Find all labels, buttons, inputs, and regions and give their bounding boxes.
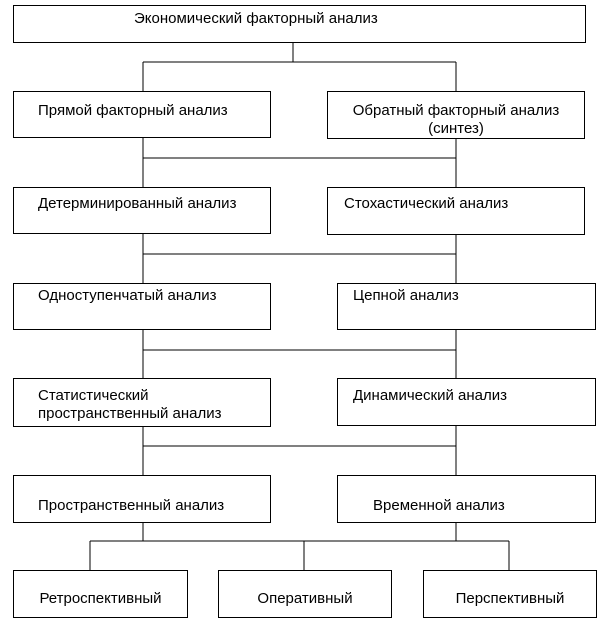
box-temporal-analysis-label: Временной анализ (373, 497, 505, 514)
box-operational-label: Оперативный (257, 590, 353, 607)
box-operational (218, 570, 392, 618)
box-statistical-spatial-analysis (13, 378, 271, 427)
box-root-label: Экономический факторный анализ (134, 10, 378, 27)
box-temporal-analysis (337, 475, 596, 523)
box-retrospective-label: Ретроспективный (39, 590, 162, 607)
box-spatial-analysis (13, 475, 271, 523)
box-direct-analysis (13, 91, 271, 138)
box-single-stage-analysis (13, 283, 271, 330)
box-direct-analysis-label: Прямой факторный анализ (38, 102, 228, 119)
box-stochastic-analysis (327, 187, 585, 235)
box-stochastic-analysis-label: Стохастический анализ (344, 195, 509, 212)
box-inverse-analysis (327, 91, 585, 139)
box-statistical-spatial-analysis-label: Статистический пространственный анализ (38, 387, 222, 422)
box-dynamic-analysis (337, 378, 596, 426)
box-prospective (423, 570, 597, 618)
box-deterministic-analysis-label: Детерминированный анализ (38, 195, 237, 212)
box-dynamic-analysis-label: Динамический анализ (353, 387, 507, 404)
box-inverse-analysis-label: Обратный факторный анализ (синтез) (352, 102, 560, 137)
box-single-stage-analysis-label: Одноступенчатый анализ (38, 287, 217, 304)
box-prospective-label: Перспективный (455, 590, 565, 607)
box-chain-analysis-label: Цепной анализ (353, 287, 459, 304)
box-retrospective (13, 570, 188, 618)
box-chain-analysis (337, 283, 596, 330)
box-root (13, 5, 586, 43)
box-deterministic-analysis (13, 187, 271, 234)
box-spatial-analysis-label: Пространственный анализ (38, 497, 225, 514)
